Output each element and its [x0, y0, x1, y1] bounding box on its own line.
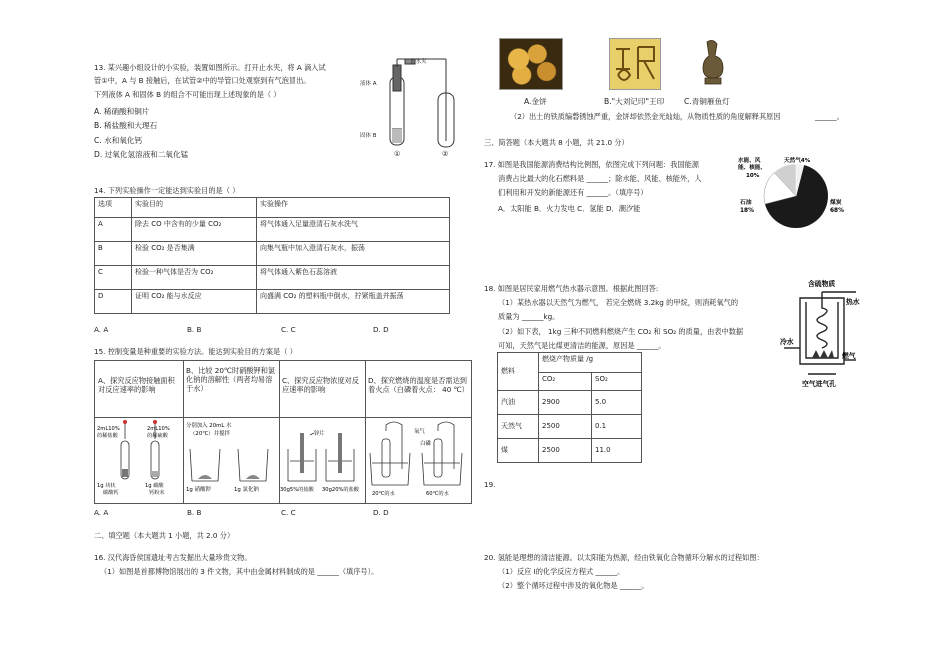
fuel-table-header-products: 燃烧产物质量 /g	[539, 353, 642, 373]
q16-sub-2-blank: ______。	[815, 112, 844, 121]
q20-line-3: （2）整个循环过程中涉及的氧化物是 ______。	[498, 581, 649, 590]
q14-row-b-operation: 向集气瓶中加入澄清石灰水，振荡	[257, 242, 450, 266]
q14-header-operation: 实验操作	[257, 198, 450, 218]
q13-label-liquid: 液体 A	[360, 81, 377, 87]
fuel-table-header-so2: SO₂	[592, 373, 642, 391]
q15-answer-b: B. B	[187, 508, 202, 517]
q15b-label-4: 1g 氯化钠	[234, 487, 259, 493]
bronze-lamp-image	[693, 38, 733, 88]
q20-line-2: （1）反应 Ⅰ的化学反应方程式 ______。	[498, 567, 625, 576]
q20-line-1: 20. 氢能是理想的清洁能源。以太阳能为热源，经由铁氧化合物循环分解水的过程如图：	[484, 553, 764, 562]
q15a-label-6: 碳酸钙	[103, 490, 119, 496]
q14-answer-c: C. C	[281, 325, 296, 334]
q13-apparatus-figure	[360, 55, 470, 165]
q14-row-d-operation: 向盛满 CO₂ 的塑料瓶中倒水，拧紧瓶盖并振荡	[257, 290, 450, 314]
heater-label-sulfur: 含硫物质	[808, 280, 836, 288]
q15d-label-3: 20℃的水	[372, 491, 395, 497]
q14-row-a-operation: 将气体通入足量澄清石灰水洗气	[257, 218, 450, 242]
q15-answer-d: D. D	[373, 508, 389, 517]
q16-sub-2: （2）出土的铁质编磬锈蚀严重，金饼却依然金光灿灿，从物质性质的角度解释其原因	[510, 112, 781, 121]
q15-cell-a: A、探究反应物接触面积对反应速率的影响	[98, 376, 175, 394]
heater-label-hot-water: 热水	[846, 298, 860, 306]
q19-number: 19.	[484, 480, 496, 489]
q15-table	[94, 360, 472, 504]
q14-row-c-purpose: 检验一种气体是否为 CO₂	[132, 266, 257, 290]
q14-answer-d: D. D	[373, 325, 389, 334]
q13-label-solid: 固体 B	[360, 133, 377, 139]
q15d-label-2: 白磷	[420, 441, 431, 447]
q17-line-2: 消费占比最大的化石燃料是 ______；除水能、风能、核能外，人	[498, 174, 702, 183]
fuel-table-row-natural-gas: 天然气	[498, 415, 539, 439]
q17-line-1: 17. 如图是我国能源消费结构比例图，依图完成下列问题：我国能源	[484, 160, 699, 169]
q13-option-c: C. 水和氧化钙	[94, 136, 143, 145]
q18-line-3: 质量为 ______kg。	[498, 312, 560, 321]
q15a-label-3: 2mL10%	[147, 426, 170, 432]
q14-header-purpose: 实验目的	[132, 198, 257, 218]
fuel-table-row-gasoline: 汽油	[498, 391, 539, 415]
q14-row-b-purpose: 检验 CO₂ 是否集满	[132, 242, 257, 266]
pie-label-renewables-3: 10%	[746, 173, 760, 179]
q13-option-b: B. 稀盐酸和大理石	[94, 121, 158, 130]
q15-figure-d	[366, 419, 470, 501]
q15b-label-2: （20℃）并搅拌	[190, 431, 230, 437]
pie-label-renewables-1: 水能、风	[738, 158, 761, 164]
section-2-heading: 二、填空题（本大题共 1 小题，共 2.0 分）	[94, 531, 235, 540]
seal-image	[609, 38, 661, 90]
q15c-label-3: 30g20%的盐酸	[322, 487, 359, 493]
pie-label-renewables-2: 能、核能、	[738, 165, 766, 171]
q15d-label-4: 60℃的水	[426, 491, 449, 497]
q15-answer-a: A. A	[94, 508, 109, 517]
heater-label-cold-water: 冷水	[780, 338, 794, 346]
q14-header-option: 选项	[95, 198, 132, 218]
pie-label-oil-1: 石油	[740, 200, 752, 206]
q15-figure-a	[97, 419, 181, 501]
q14-row-d-purpose: 证明 CO₂ 能与水反应	[132, 290, 257, 314]
q15c-label-2: 30g5%的盐酸	[280, 487, 314, 493]
energy-pie-figure	[738, 150, 848, 240]
q17-options: A．太阳能 B．火力发电 C．氢能 D．潮汐能	[498, 204, 641, 213]
fuel-table	[497, 352, 642, 463]
q18-line-1: 18. 如图是居民家用燃气热水器示意图。根据此图回答:	[484, 284, 659, 293]
q14-table	[94, 197, 450, 314]
q15-cell-b: B、比较 20℃时硝酸钾和氯化钠的溶解性（两者均易溶于水）	[186, 366, 276, 393]
q13-label-tube-1: ①	[394, 150, 401, 158]
q14-stem: 14. 下列实验操作一定能达到实验目的是（ ）	[94, 186, 240, 195]
gold-cake-image	[499, 38, 563, 90]
q15a-label-4: 的稀硫酸	[147, 433, 168, 439]
fuel-table-coal-co2: 2500	[539, 439, 592, 463]
fuel-table-header-fuel: 燃料	[498, 353, 539, 391]
q15-figure-b	[184, 419, 278, 501]
q15a-label-8: 钙粉末	[149, 490, 165, 496]
q14-row-a-purpose: 除去 CO 中含有的少量 CO₂	[132, 218, 257, 242]
section-3-heading: 三、简答题（本大题共 8 小题，共 21.0 分）	[484, 138, 629, 147]
q14-row-c-operation: 将气体通入紫色石蕊溶液	[257, 266, 450, 290]
q15a-label-5: 1g 块状	[97, 483, 116, 489]
q14-row-c-option: C	[95, 266, 132, 290]
q15-stem: 15. 控制变量是种重要的实验方法。能达到实验目的方案是（ ）	[94, 347, 297, 356]
q15b-label-1: 分别加入 20mL 水	[186, 423, 232, 429]
q13-line-1: 13. 某兴趣小组设计的小实验，装置如图所示。打开止水夹，将 A 滴入试	[94, 63, 326, 72]
fuel-table-row-coal: 煤	[498, 439, 539, 463]
q18-line-2: （1）某热水器以天然气为燃气， 若完全燃烧 3.2kg 的甲烷，则消耗氧气的	[498, 298, 739, 307]
q13-option-a: A. 稀硝酸和铜片	[94, 107, 150, 116]
fuel-table-coal-so2: 11.0	[592, 439, 642, 463]
fuel-table-header-co2: CO₂	[539, 373, 592, 391]
artefact-caption-a: A.金饼	[524, 97, 547, 106]
q14-row-a-option: A	[95, 218, 132, 242]
q13-line-2: 管①中，A 与 B 接触后，在试管②中的导管口处观察到有气泡冒出。	[94, 76, 311, 85]
q15d-label-1: 氧气	[414, 429, 425, 435]
q18-line-4: （2）如下表， 1kg 三种不同燃料燃烧产生 CO₂ 和 SO₂ 的质量，由表中数据	[498, 327, 744, 336]
fuel-table-natural-gas-so2: 0.1	[592, 415, 642, 439]
q15-answer-c: C. C	[281, 508, 296, 517]
water-heater-figure	[780, 278, 875, 390]
q16-sub-1: （1）如图是首都博物馆展出的 3 件文物，其中由金属材料制成的是 ______（填序号）。	[100, 567, 379, 576]
q15-figure-c	[280, 419, 364, 501]
heater-label-air-inlet: 空气进气孔	[802, 380, 836, 388]
q15b-label-3: 1g 硝酸钾	[186, 487, 211, 493]
q13-line-3: 下列液体 A 和固体 B 的组合不可能出现上述现象的是（ ）	[94, 90, 281, 99]
q15-cell-c: C、探究反应物浓度对反应速率的影响	[282, 376, 359, 394]
fuel-table-gasoline-so2: 5.0	[592, 391, 642, 415]
fuel-table-gasoline-co2: 2900	[539, 391, 592, 415]
pie-label-coal-1: 煤炭	[830, 200, 842, 206]
q15c-label-1: 锌片	[314, 431, 325, 437]
q16-stem: 16. 汉代海昏侯国遗址考古发掘出大量珍贵文物。	[94, 553, 252, 562]
q15a-label-7: 1g 碳酸	[145, 483, 164, 489]
q17-line-3: 们利用和开发的新能源还有 ______。（填序号）	[498, 188, 648, 197]
q15a-label-1: 2mL10%	[97, 426, 120, 432]
pie-label-oil-2: 18%	[740, 208, 754, 214]
q15-cell-d: D、探究燃烧的温度是否需达到着火点（白磷着火点： 40 ℃）	[368, 376, 469, 394]
q14-row-b-option: B	[95, 242, 132, 266]
q13-label-clip: 止水夹	[410, 59, 427, 65]
q13-option-d: D. 过氧化氢溶液和二氧化锰	[94, 150, 189, 159]
q14-row-d-option: D	[95, 290, 132, 314]
heater-label-gas: 燃气	[842, 352, 856, 360]
q15a-label-2: 的稀盐酸	[97, 433, 118, 439]
q14-answer-a: A. A	[94, 325, 109, 334]
fuel-table-natural-gas-co2: 2500	[539, 415, 592, 439]
pie-label-gas: 天然气4%	[784, 158, 811, 164]
artefact-caption-b: B."大刘记印"王印	[604, 97, 665, 106]
q13-label-tube-2: ②	[442, 150, 449, 158]
pie-label-coal-2: 68%	[830, 208, 844, 214]
q14-answer-b: B. B	[187, 325, 202, 334]
artefact-caption-c: C.青铜雁鱼灯	[684, 97, 730, 106]
q18-line-5: 可知，天然气是比煤更清洁的能源，原因是 ______。	[498, 341, 666, 350]
